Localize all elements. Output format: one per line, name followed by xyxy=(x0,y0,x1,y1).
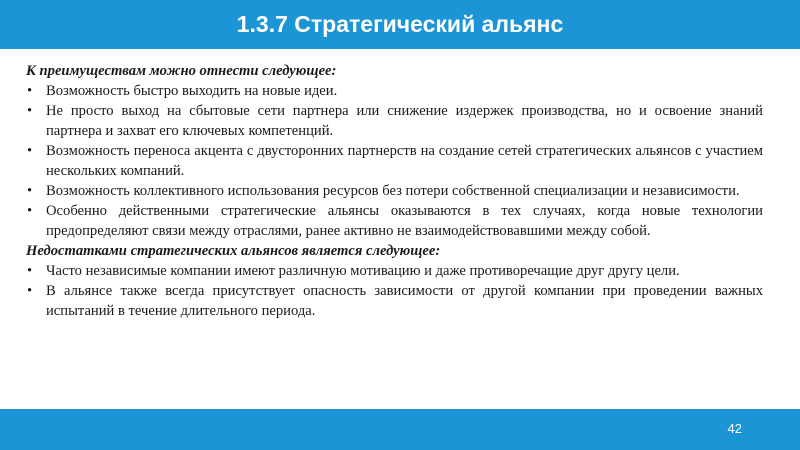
advantages-heading: К преимуществам можно отнести следующее: xyxy=(26,63,337,79)
title-bar xyxy=(0,0,800,49)
slide-title: 1.3.7 Стратегический альянс xyxy=(236,11,564,37)
list-item xyxy=(26,181,763,201)
bullet-icon: • xyxy=(27,183,33,199)
bullet-icon: • xyxy=(27,103,33,119)
disadvantages-heading: Недостатками стратегических альянсов является следующее: xyxy=(26,243,441,259)
list-item xyxy=(26,81,763,101)
list-item xyxy=(26,141,763,181)
bullet-icon: • xyxy=(27,83,33,99)
bullet-icon: • xyxy=(27,263,33,279)
list-item xyxy=(26,201,763,241)
advantages-list xyxy=(26,81,763,241)
footer-bar xyxy=(0,409,800,450)
slide-body xyxy=(26,61,763,321)
list-item xyxy=(26,261,763,281)
list-item-text: В альянсе также всегда присутствует опасность зависимости от другой компании при проведении важных испытаний в течение длительного периода. xyxy=(46,283,763,319)
list-item-text: Особенно действенными стратегические альянсы оказываются в тех случаях, когда новые технологии предопределяют связи между отраслями, ранее активно не взаимодействовавшими между собой. xyxy=(46,203,763,239)
list-item-text: Не просто выход на сбытовые сети партнера или снижение издержек производства, но и освоение знаний партнера и захват его ключевых компетенций. xyxy=(46,103,763,139)
list-item xyxy=(26,101,763,141)
list-item-text: Возможность быстро выходить на новые идеи. xyxy=(46,83,338,99)
list-item-text: Часто независимые компании имеют различную мотивацию и даже противоречащие друг другу цели. xyxy=(46,263,680,279)
bullet-icon: • xyxy=(27,203,33,219)
list-item xyxy=(26,281,763,321)
bullet-icon: • xyxy=(27,283,33,299)
list-item-text: Возможность коллективного использования ресурсов без потери собственной специализации и независимости. xyxy=(46,183,740,199)
page-number: 42 xyxy=(727,421,742,436)
bullet-icon: • xyxy=(27,143,33,159)
disadvantages-list xyxy=(26,261,763,321)
list-item-text: Возможность переноса акцента с двусторонних партнерств на создание сетей стратегических альянсов с участием нескольких компаний. xyxy=(46,143,763,179)
